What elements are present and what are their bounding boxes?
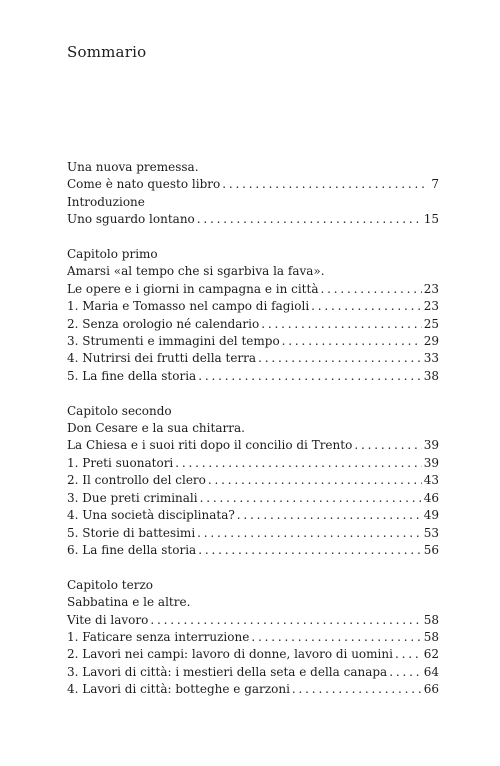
toc-section-chapter-1 — [67, 246, 439, 385]
toc-entry-page: 23 — [423, 281, 439, 296]
toc-entry[interactable] — [67, 437, 439, 454]
toc-entry[interactable] — [67, 333, 439, 350]
toc-section-chapter-3 — [67, 577, 439, 699]
dot-leader — [208, 472, 422, 489]
toc-entry-label: 3. Lavori di città: i mestieri della seta e della canapa — [67, 664, 388, 679]
toc-entry-label: 5. Storie di battesimi — [67, 525, 196, 540]
toc-entry-label: 3. Strumenti e immagini del tempo — [67, 334, 280, 349]
dot-leader — [198, 542, 422, 559]
toc-entry-page: 62 — [423, 647, 439, 662]
toc-entry-label: Come è nato questo libro — [67, 177, 221, 192]
dot-leader — [197, 211, 422, 228]
dot-leader — [395, 646, 422, 663]
toc-entry-page: 53 — [423, 525, 439, 540]
chapter-heading: Capitolo secondo — [67, 403, 172, 418]
toc-entry[interactable] — [67, 368, 439, 385]
toc-entry[interactable] — [67, 472, 439, 489]
toc-entry-label: 1. Preti suonatori — [67, 455, 174, 470]
toc-entry[interactable] — [67, 211, 439, 228]
dot-leader — [198, 368, 422, 385]
toc-entry-page: 66 — [423, 682, 439, 697]
toc-entry[interactable] — [67, 455, 439, 472]
toc-entry-page: 15 — [423, 212, 439, 227]
chapter-heading: Capitolo terzo — [67, 577, 153, 592]
toc-entry[interactable] — [67, 629, 439, 646]
toc-entry[interactable] — [67, 525, 439, 542]
toc-entry-label: 2. Il controllo del clero — [67, 473, 206, 488]
toc-entry-page: 46 — [423, 490, 439, 505]
dot-leader — [237, 507, 422, 524]
toc-entry-label: 4. Una società disciplinata? — [67, 508, 235, 523]
toc-entry-label: 2. Lavori nei campi: lavoro di donne, lavoro di uomini — [67, 647, 393, 662]
toc-heading: Introduzione — [67, 194, 145, 209]
toc-entry[interactable] — [67, 646, 439, 663]
toc-entry-page: 29 — [423, 334, 439, 349]
dot-leader — [200, 490, 422, 507]
dot-leader — [258, 350, 422, 367]
toc-entry[interactable] — [67, 350, 439, 367]
toc-entry-label: 4. Lavori di città: botteghe e garzoni — [67, 682, 290, 697]
toc-entry-page: 39 — [423, 438, 439, 453]
chapter-heading: Capitolo primo — [67, 247, 158, 262]
chapter-title: Don Cesare e la sua chitarra. — [67, 421, 245, 436]
dot-leader — [251, 629, 421, 646]
dot-leader — [311, 298, 422, 315]
dot-leader — [222, 176, 429, 193]
toc-entry-page: 33 — [423, 351, 439, 366]
toc-entry-page: 25 — [423, 316, 439, 331]
toc-entry[interactable] — [67, 298, 439, 315]
toc-entry-page: 43 — [423, 473, 439, 488]
toc-entry-page: 49 — [423, 508, 439, 523]
toc-entry[interactable] — [67, 176, 439, 193]
dot-leader — [389, 664, 422, 681]
toc-heading: Una nuova premessa. — [67, 160, 199, 174]
toc-entry-page: 56 — [423, 542, 439, 557]
toc-entry-page: 39 — [423, 455, 439, 470]
toc-entry-label: 1. Maria e Tomasso nel campo di fagioli — [67, 299, 310, 314]
toc-entry-page: 58 — [423, 629, 439, 644]
toc-entry[interactable] — [67, 281, 439, 298]
dot-leader — [175, 455, 421, 472]
toc-entry-label: 2. Senza orologio né calendario — [67, 316, 260, 331]
dot-leader — [150, 612, 421, 629]
toc-entry-label: Vite di lavoro — [67, 612, 149, 627]
toc-entry[interactable] — [67, 316, 439, 333]
toc-entry[interactable] — [67, 664, 439, 681]
toc-entry-page: 7 — [431, 177, 439, 192]
dot-leader — [261, 316, 421, 333]
toc-entry-page: 23 — [423, 299, 439, 314]
toc-section-chapter-2 — [67, 403, 439, 560]
dot-leader — [197, 525, 422, 542]
dot-leader — [354, 437, 421, 454]
toc-entry[interactable] — [67, 507, 439, 524]
toc-entry-label: 1. Faticare senza interruzione — [67, 629, 250, 644]
toc-entry-label: 5. La fine della storia — [67, 368, 197, 383]
toc-section-intro — [67, 159, 439, 229]
toc-entry[interactable] — [67, 612, 439, 629]
dot-leader — [320, 281, 421, 298]
toc-entry[interactable] — [67, 681, 439, 698]
toc-entry-page: 64 — [423, 664, 439, 679]
toc-entry-label: 3. Due preti criminali — [67, 490, 198, 505]
chapter-title: Sabbatina e le altre. — [67, 595, 191, 610]
toc-entry[interactable] — [67, 490, 439, 507]
toc-entry-page: 58 — [423, 612, 439, 627]
toc-entry[interactable] — [67, 542, 439, 559]
toc-entry-label: La Chiesa e i suoi riti dopo il concilio di Trento — [67, 438, 353, 453]
dot-leader — [282, 333, 422, 350]
toc-entry-label: 6. La fine della storia — [67, 542, 197, 557]
toc-entry-label: Le opere e i giorni in campagna e in città — [67, 281, 319, 296]
dot-leader — [292, 681, 422, 698]
toc-entry-page: 38 — [423, 368, 439, 383]
chapter-title: Amarsi «al tempo che si sgarbiva la fava». — [67, 264, 325, 279]
table-of-contents — [67, 159, 439, 716]
toc-entry-label: Uno sguardo lontano — [67, 212, 195, 227]
page-title: Sommario — [67, 43, 147, 61]
toc-entry-label: 4. Nutrirsi dei frutti della terra — [67, 351, 257, 366]
